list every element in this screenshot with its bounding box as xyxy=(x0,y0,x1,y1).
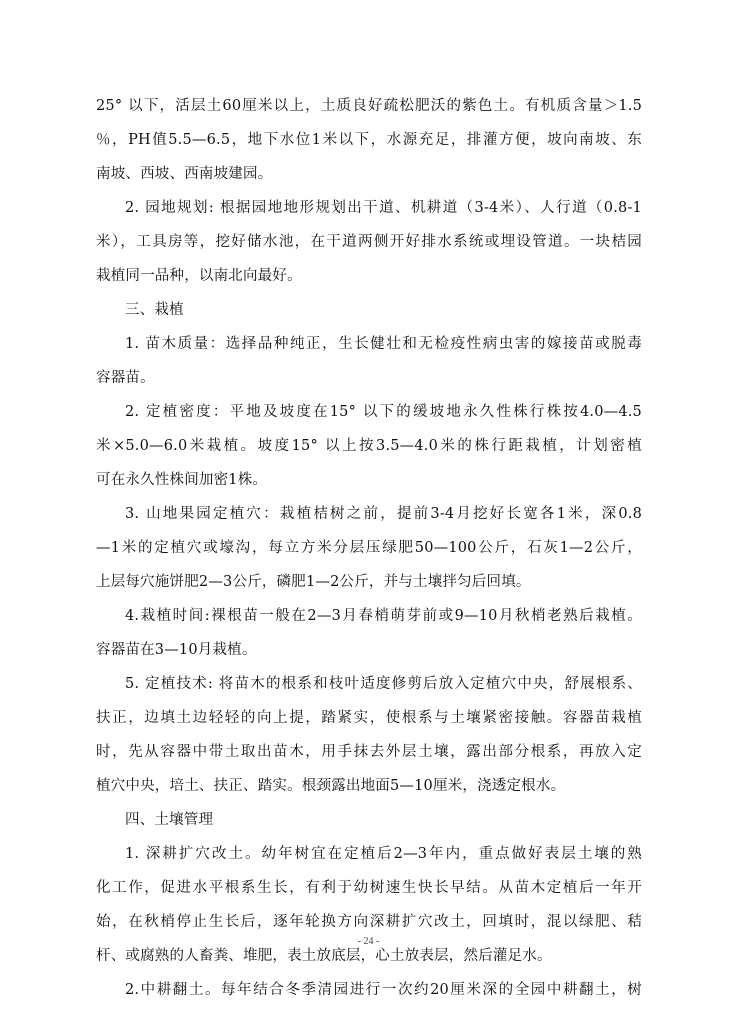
text-line: 四、土壤管理 xyxy=(125,812,214,828)
text-line: —1米的定植穴或壕沟，每立方米分层压绿肥50—100公斤，石灰1—2公斤， xyxy=(96,540,642,556)
text-line: 2. 定植密度：平地及坡度在15° 以下的缓坡地永久性株行株按4.0—4.5 xyxy=(125,404,642,420)
text-line: 2.中耕翻土。每年结合冬季清园进行一次约20厘米深的全园中耕翻土，树 xyxy=(125,982,642,998)
text-line: 三、栽植 xyxy=(125,302,184,318)
text-line: 米），工具房等，挖好储水池，在干道两侧开好排水系统或埋设管道。一块桔园 xyxy=(96,234,642,250)
text-line: 1. 苗木质量：选择品种纯正，生长健壮和无检疫性病虫害的嫁接苗或脱毒 xyxy=(125,336,642,352)
text-line: 容器苗在3—10月栽植。 xyxy=(96,642,257,658)
text-line: 始，在秋梢停止生长后，逐年轮换方向深耕扩穴改土，回填时，混以绿肥、秸 xyxy=(96,914,642,930)
text-line: 可在永久性株间加密1株。 xyxy=(96,472,268,488)
text-line: 南坡、西坡、西南坡建园。 xyxy=(96,166,273,182)
text-line: 杆、或腐熟的人畜粪、堆肥，表土放底层，心土放表层，然后灌足水。 xyxy=(96,948,552,964)
text-line: 植穴中央，培土、扶正、踏实。根颈露出地面5—10厘米，浇透定根水。 xyxy=(96,778,566,794)
text-line: 4.栽植时间:裸根苗一般在2—3月春梢萌芽前或9—10月秋梢老熟后栽植。 xyxy=(125,608,642,624)
text-line: 2. 园地规划: 根据园地地形规划出干道、机耕道（3-4米）、人行道（0.8-1 xyxy=(125,200,642,216)
text-line: 1. 深耕扩穴改土。幼年树宜在定植后2—3年内，重点做好表层土壤的熟 xyxy=(125,846,642,862)
page-number: - 24 - xyxy=(357,936,380,947)
text-line: 栽植同一品种，以南北向最好。 xyxy=(96,268,302,284)
text-line: 上层每穴施饼肥2—3公斤，磷肥1—2公斤，并与土壤拌匀后回填。 xyxy=(96,574,531,590)
text-line: 3. 山地果园定植穴：栽植桔树之前，提前3-4月挖好长宽各1米，深0.8 xyxy=(125,506,642,522)
text-line: 25° 以下，活层土60厘米以上，土质良好疏松肥沃的紫色土。有机质含量＞1.5 xyxy=(96,98,642,114)
text-line: 扶正，边填土边轻轻的向上提，踏紧实，使根系与土壤紧密接触。容器苗栽植 xyxy=(96,710,642,726)
body-text xyxy=(96,89,642,1007)
text-line: 时，先从容器中带土取出苗木，用手抹去外层土壤，露出部分根系，再放入定 xyxy=(96,744,642,760)
text-line: ％，PH值5.5—6.5，地下水位1米以下，水源充足，排灌方便，坡向南坡、东 xyxy=(96,132,642,148)
text-line: 容器苗。 xyxy=(96,370,155,386)
text-line: 5. 定植技术: 将苗木的根系和枝叶适度修剪后放入定植穴中央，舒展根系、 xyxy=(125,676,642,692)
text-line: 化工作，促进水平根系生长，有利于幼树速生快长早结。从苗木定植后一年开 xyxy=(96,880,642,896)
text-line: 米×5.0—6.0米栽植。坡度15° 以上按3.5—4.0米的株行距栽植，计划密植 xyxy=(96,438,642,454)
